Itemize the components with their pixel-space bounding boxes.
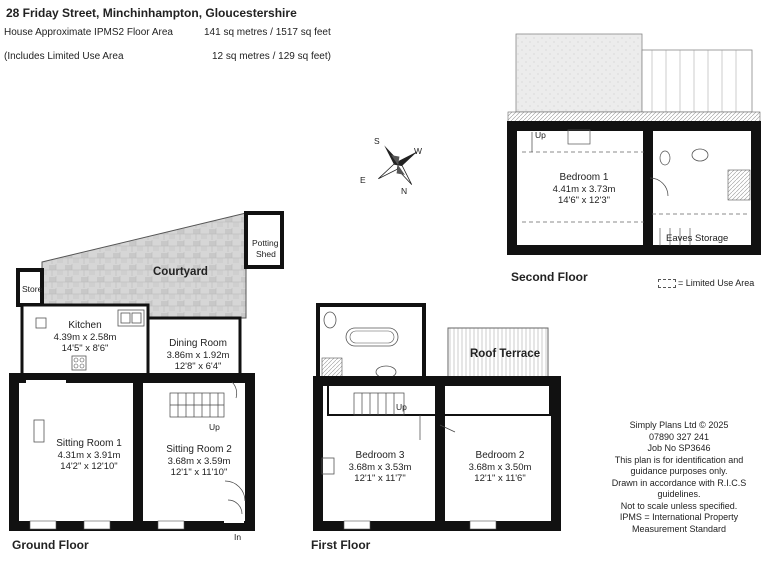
credits-line: Not to scale unless specified.: [620, 500, 738, 511]
bedroom1-name: Bedroom 1: [559, 172, 609, 183]
second-roof-right: [642, 50, 752, 112]
bedroom-1-label: [546, 172, 622, 207]
credits-line: IPMS = International Property: [619, 512, 739, 522]
bedroom2-name: Bedroom 2: [475, 450, 525, 461]
store-label: Store: [22, 284, 43, 294]
credits-line: guidance purposes only.: [630, 466, 728, 476]
dining-label: [158, 338, 238, 373]
first-up-label: Up: [396, 402, 407, 412]
entrance-label: In: [234, 532, 242, 542]
bedroom-2-label: [460, 450, 540, 485]
bedroom3-name: Bedroom 3: [355, 450, 405, 461]
sitting2-imperial: 12'1" x 11'10": [170, 467, 228, 478]
dining-imperial: 12'8" x 6'4": [174, 361, 222, 372]
eaves-storage-label: Eaves Storage: [666, 233, 729, 244]
compass-w-label: W: [414, 146, 423, 156]
credits-block: [604, 420, 754, 535]
limited-area-label: (Includes Limited Use Area: [4, 51, 124, 62]
floor-area-value: 141 sq metres / 1517 sq feet: [204, 27, 331, 38]
property-address: 28 Friday Street, Minchinhampton, Gloucestershire: [6, 6, 297, 20]
bedroom1-imperial: 14'6" x 12'3": [557, 195, 611, 206]
credits-line: 07890 327 241: [648, 431, 710, 442]
sitting2-name: Sitting Room 2: [166, 444, 232, 455]
credits-line: Simply Plans Ltd © 2025: [629, 420, 729, 430]
bedroom-3-label: [340, 450, 420, 485]
potting-label-1: Potting: [252, 238, 279, 248]
credits-line: Drawn in accordance with R.I.C.S: [611, 477, 747, 488]
bedroom2-metric: 3.68m x 3.50m: [468, 461, 532, 473]
courtyard-label: Courtyard: [153, 266, 208, 278]
ground-floor-label: Ground Floor: [12, 538, 89, 552]
compass-s-label: S: [374, 136, 380, 146]
bedroom3-metric: 3.68m x 3.53m: [348, 461, 412, 473]
second-up-label: Up: [535, 130, 546, 140]
compass-n-label: N: [401, 186, 408, 196]
credits-line: Measurement Standard: [631, 523, 727, 534]
second-roof-left: [516, 34, 642, 112]
limited-area-value: 12 sq metres / 129 sq feet): [212, 51, 331, 62]
first-floor-label: First Floor: [311, 538, 371, 552]
ground-up-label: Up: [209, 422, 220, 432]
limited-use-legend: = Limited Use Area: [678, 278, 755, 288]
limited-use-swatch: [658, 279, 676, 288]
credits-line: Job No SP3646: [647, 443, 711, 453]
dining-name: Dining Room: [169, 338, 227, 349]
credits-line: guidelines.: [657, 489, 701, 499]
potting-label-2: Shed: [256, 249, 276, 259]
sitting1-name: Sitting Room 1: [56, 438, 122, 449]
sitting1-metric: 4.31m x 3.91m: [57, 449, 121, 461]
roof-terrace-label: Roof Terrace: [470, 348, 541, 360]
kitchen-label: [50, 320, 120, 355]
credits-line: This plan is for identification and: [614, 454, 744, 465]
kitchen-metric: 4.39m x 2.58m: [53, 331, 117, 343]
compass-e-label: E: [360, 175, 366, 185]
sitting-room-1-label: [44, 438, 134, 473]
sitting1-imperial: 14'2" x 12'10": [60, 461, 118, 472]
bedroom1-metric: 4.41m x 3.73m: [552, 183, 616, 195]
dining-metric: 3.86m x 1.92m: [166, 349, 230, 361]
sitting2-metric: 3.68m x 3.59m: [167, 455, 231, 467]
bedroom3-imperial: 12'1" x 11'7": [354, 473, 406, 484]
second-floor-label: Second Floor: [511, 270, 588, 284]
bedroom2-imperial: 12'1" x 11'6": [474, 473, 526, 484]
courtyard-area: [42, 213, 246, 318]
kitchen-imperial: 14'5" x 8'6": [61, 343, 109, 354]
floor-area-label: House Approximate IPMS2 Floor Area: [4, 27, 173, 38]
sitting-room-2-label: [156, 444, 242, 479]
kitchen-name: Kitchen: [68, 320, 102, 331]
